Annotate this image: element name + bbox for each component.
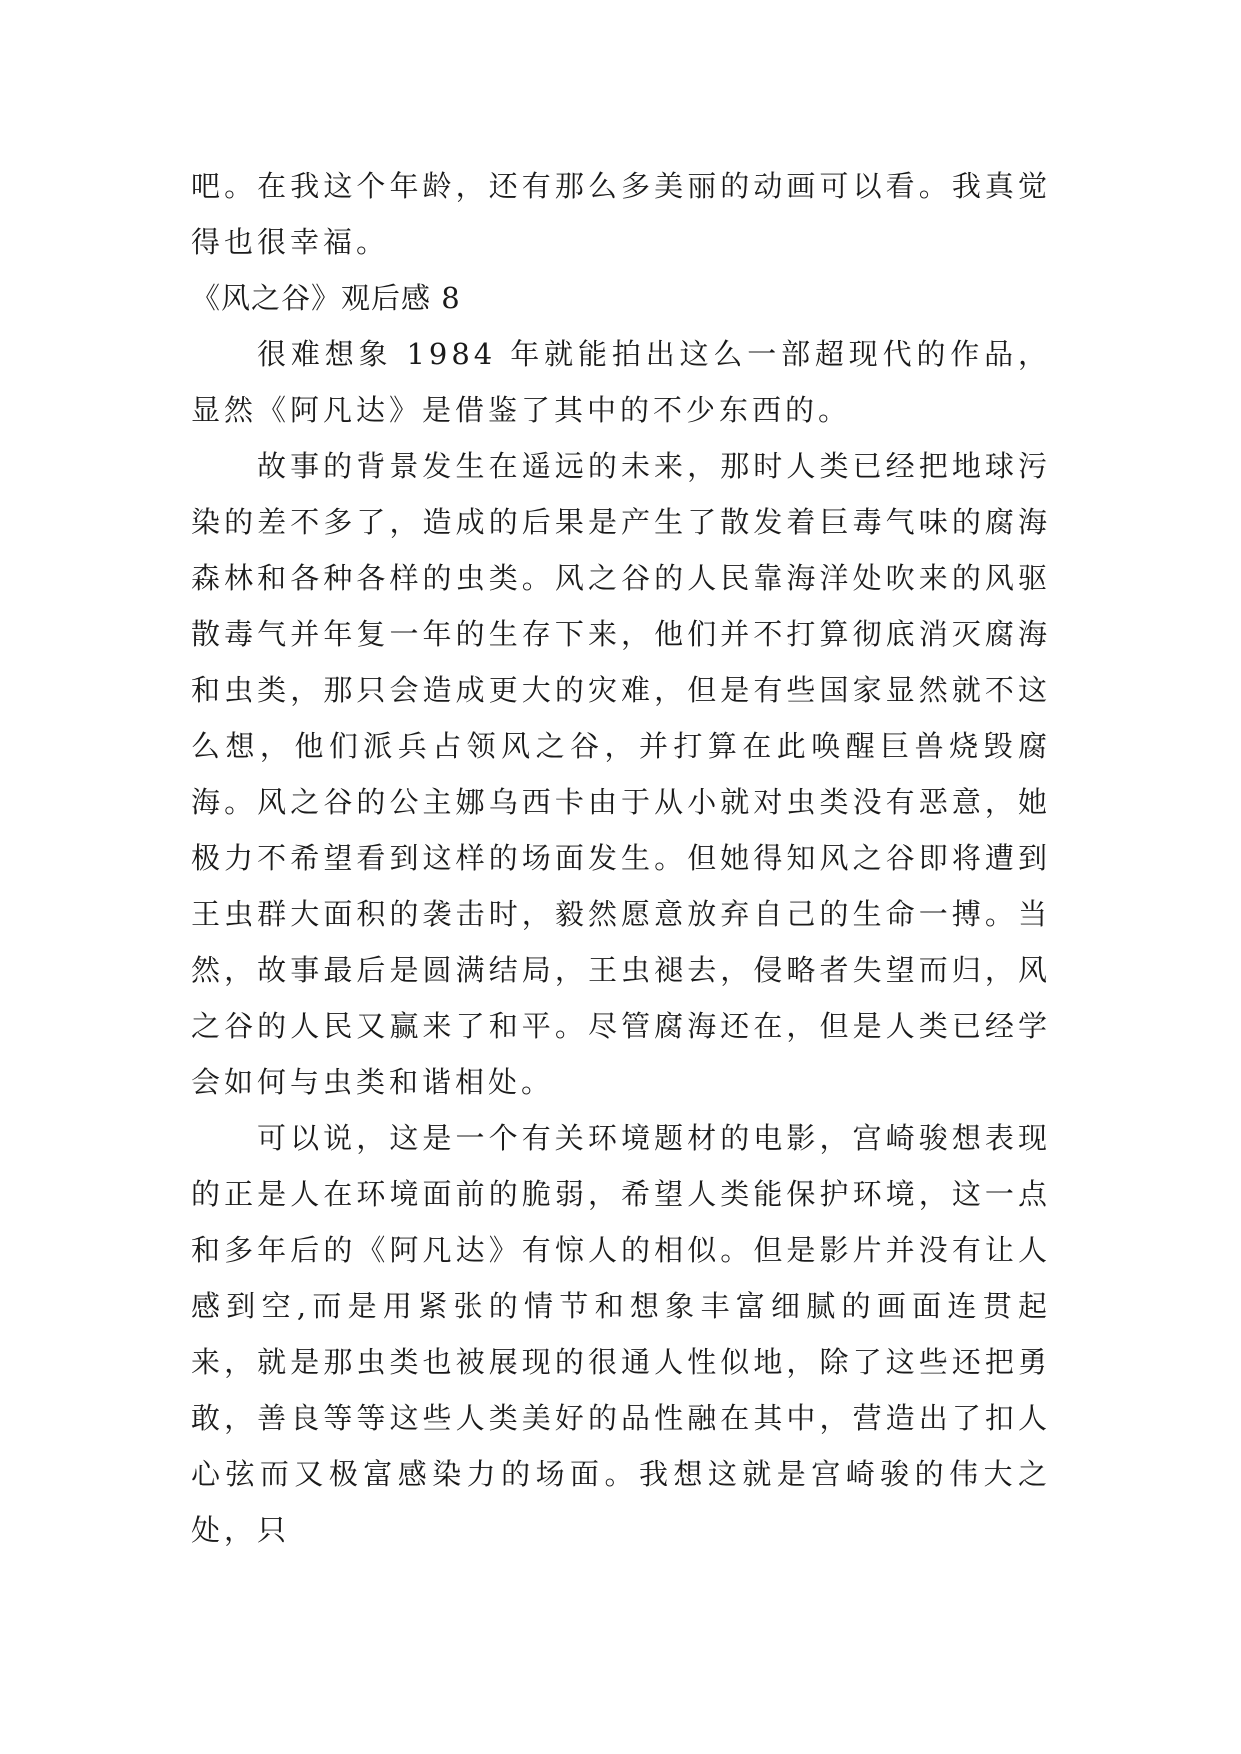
paragraph-2: 故事的背景发生在遥远的未来，那时人类已经把地球污染的差不多了，造成的后果是产生了散发着巨毒气味的腐海森林和各种各样的虫类。风之谷的人民靠海洋处吹来的风驱散毒气并年复一年的生存下来，他们并不打算彻底消灭腐海和虫类，那只会造成更大的灾难，但是有些国家显然就不这么想，他们派兵占领风之谷，并打算在此唤醒巨兽烧毁腐海。风之谷的公主娜乌西卡由于从小就对虫类没有恶意，她极力不希望看到这样的场面发生。但她得知风之谷即将遭到王虫群大面积的袭击时，毅然愿意放弃自己的生命一搏。当然，故事最后是圆满结局，王虫褪去，侵略者失望而归，风之谷的人民又赢来了和平。尽管腐海还在，但是人类已经学会如何与虫类和谐相处。 bbox=[191, 449, 1051, 1099]
intro-paragraph: 吧。在我这个年龄，还有那么多美丽的动画可以看。我真觉得也很幸福。 bbox=[191, 169, 1051, 259]
paragraph-3: 可以说，这是一个有关环境题材的电影，宫崎骏想表现的正是人在环境面前的脆弱，希望人类能保护环境，这一点和多年后的《阿凡达》有惊人的相似。但是影片并没有让人感到空,而是用紧张的情节和想象丰富细腻的画面连贯起来，就是那虫类也被展现的很通人性似地，除了这些还把勇敢，善良等等这些人类美好的品性融在其中，营造出了扣人心弦而又极富感染力的场面。我想这就是宫崎骏的伟大之处，只 bbox=[191, 1121, 1051, 1547]
document-page bbox=[191, 158, 1051, 1558]
paragraph-1: 很难想象 1984 年就能拍出这么一部超现代的作品，显然《阿凡达》是借鉴了其中的不少东西的。 bbox=[191, 337, 1051, 427]
section-heading: 《风之谷》观后感 8 bbox=[191, 281, 461, 315]
